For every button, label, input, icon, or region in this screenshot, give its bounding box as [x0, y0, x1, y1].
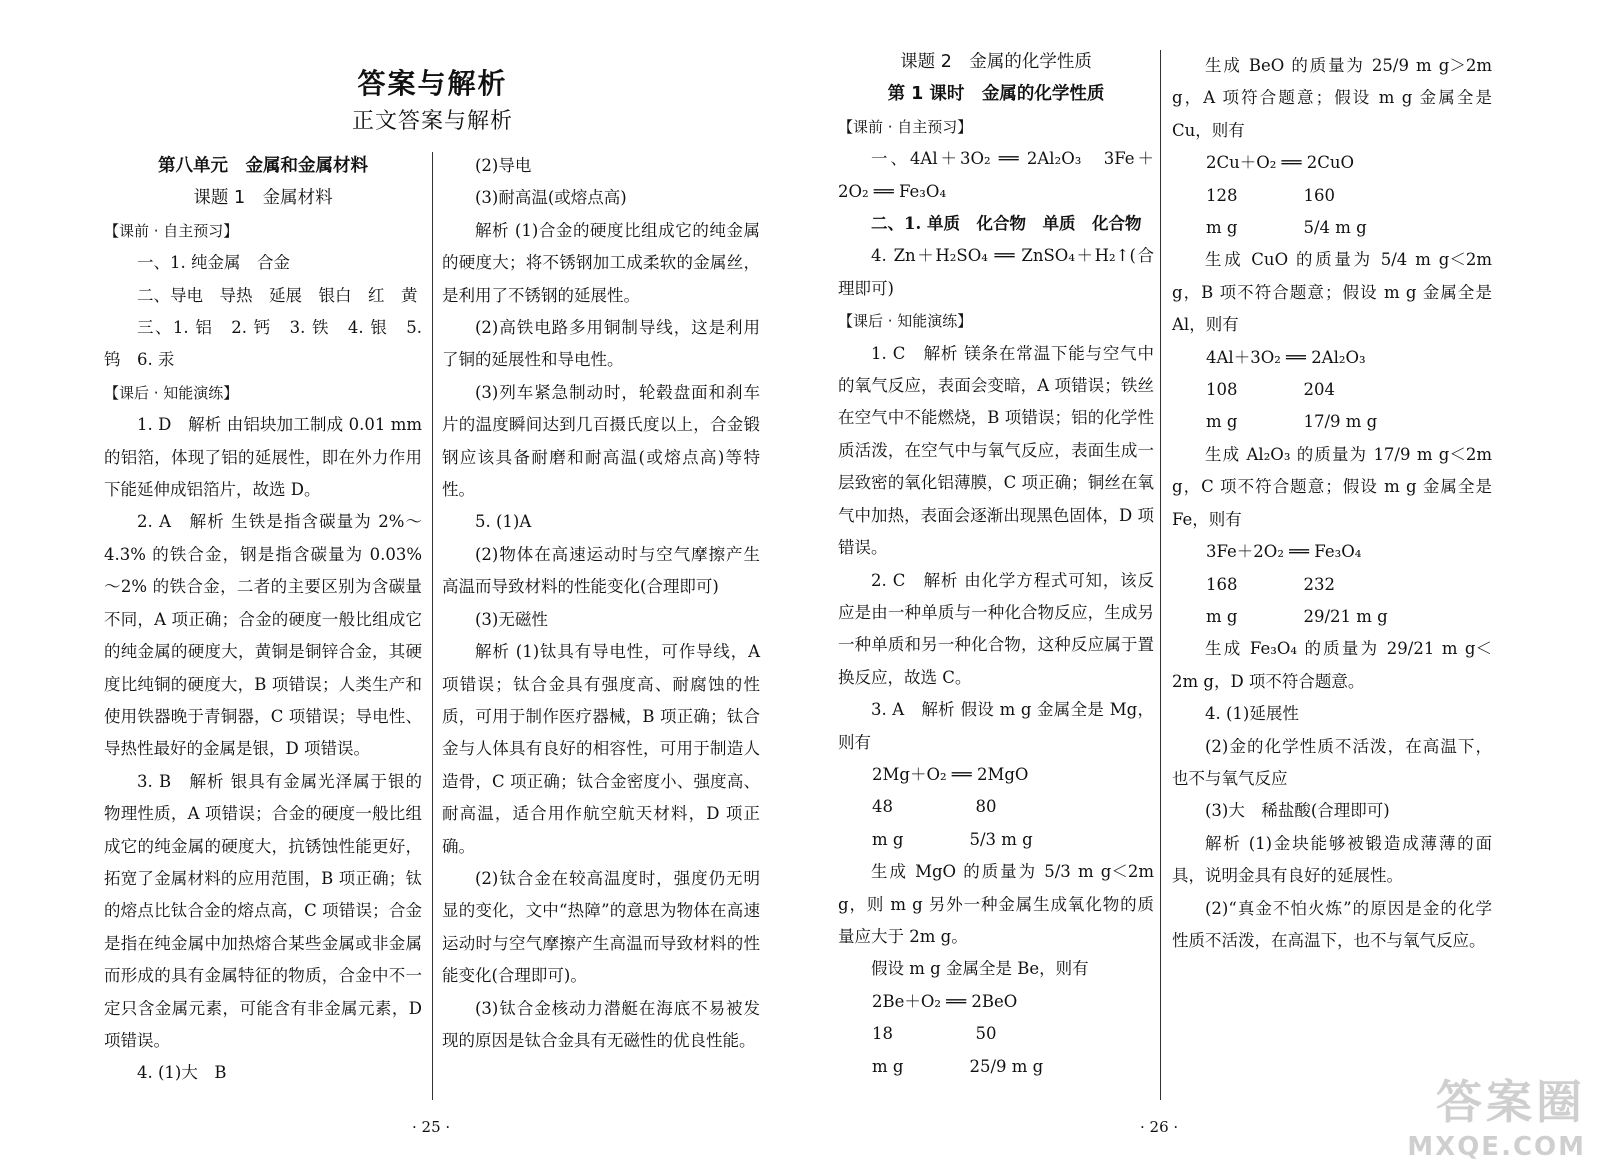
mass-ratio-row: 168 232	[1206, 574, 1335, 594]
mass-ratio-row: m g 5/4 m g	[1206, 218, 1367, 238]
answer-paragraph: (2)钛合金在较高温度时，强度仍无明显的变化，文中“热障”的意思为物体在高速运动时与空气摩擦产生高温而导致材料的性能变化(合理即可)。	[442, 868, 760, 986]
mass-ratio-row: m g 17/9 m g	[1206, 412, 1378, 432]
chemical-equation: 3Fe＋2O₂ ══ Fe₃O₄	[1206, 542, 1362, 562]
section-tag: 【课后 · 知能演练】	[104, 383, 239, 402]
section-tag: 【课前 · 自主预习】	[838, 117, 973, 136]
answer-line: (3)无磁性	[475, 609, 548, 629]
answer-paragraph: 生成 MgO 的质量为 5/3 m g＜2m g，则 m g 另外一种金属生成氧化物的质量应大于 2m g。	[838, 862, 1154, 946]
answer-line: 一、1. 纯金属 合金	[137, 253, 290, 273]
watermark-logo	[1407, 1066, 1586, 1162]
answer-paragraph: (3)钛合金核动力潜艇在海底不易被发现的原因是钛合金具有无磁性的优良性能。	[442, 998, 760, 1050]
answer-paragraph: 生成 BeO 的质量为 25/9 m g＞2m g，A 项符合题意；假设 m g 金属全是 Cu，则有	[1172, 56, 1492, 140]
unit-heading: 第八单元 金属和金属材料	[158, 156, 368, 176]
answer-paragraph: 解析 (1)合金的硬度比组成它的纯金属的硬度大；将不锈钢加工成柔软的金属丝，是利用了不锈钢的延展性。	[442, 220, 760, 305]
answer-paragraph: (2)“真金不怕火炼”的原因是金的化学性质不活泼，在高温下，也不与氧气反应。	[1172, 898, 1492, 950]
period-heading: 第 1 课时 金属的化学性质	[887, 84, 1105, 105]
mass-ratio-row: 128 160	[1206, 185, 1335, 205]
section-tag: 【课后 · 知能演练】	[838, 312, 973, 331]
mass-ratio-row: m g 25/9 m g	[872, 1056, 1044, 1076]
mass-ratio-row: 108 204	[1206, 380, 1335, 400]
answer-line: (2)导电	[475, 156, 532, 175]
answer-paragraph: 1. C 解析 镁条在常温下能与空气中的氧气反应，表面会变暗，A 项错误；铁丝在空气中不能燃烧，B 项错误；铝的化学性质活泼，在空气中与氧气反应，表面生成一层致密的氧化铝薄膜，C 项正确；铜丝在氧气中加热，表面会逐渐出现黑色固体，D 项错误。	[838, 343, 1154, 558]
answer-paragraph: 生成 Fe₃O₄ 的质量为 29/21 m g＜2m g，D 项不符合题意。	[1172, 639, 1492, 691]
answer-line: 二、1. 单质 化合物 单质 化合物	[871, 214, 1142, 234]
page-number-left: · 25 ·	[412, 1118, 451, 1136]
column-1	[104, 150, 422, 1090]
column-divider-left	[432, 152, 433, 1100]
watermark-text: 答案圈	[1436, 1075, 1586, 1129]
mass-ratio-row: m g 29/21 m g	[1206, 606, 1388, 626]
answer-paragraph: (2)金的化学性质不活泼，在高温下，也不与氧气反应	[1172, 736, 1492, 788]
mass-ratio-row: 18 50	[872, 1024, 997, 1044]
answer-paragraph: (3)列车紧急制动时，轮毂盘面和刹车片的温度瞬间达到几百摄氏度以上，合金锻钢应该具备耐磨和耐高温(或熔点高)等特性。	[442, 382, 760, 500]
answer-paragraph: 解析 (1)金块能够被锻造成薄薄的面具，说明金具有良好的延展性。	[1172, 833, 1492, 886]
page-title: 答案与解析	[357, 67, 508, 100]
answer-line: (3)耐高温(或熔点高)	[475, 188, 627, 208]
column-2	[442, 150, 760, 1057]
answer-paragraph: 一、4Al＋3O₂ ══ 2Al₂O₃ 3Fe＋2O₂ ══ Fe₃O₄	[838, 149, 1154, 201]
answer-paragraph: 1. D 解析 由铝块加工制成 0.01 mm 的铝箔，体现了铝的延展性，即在外力作用下能延伸成铝箔片，故选 D。	[104, 415, 422, 500]
answer-paragraph: (2)高铁电路多用铜制导线，这是利用了铜的延展性和导电性。	[442, 318, 760, 370]
answer-paragraph: 生成 CuO 的质量为 5/4 m g＜2m g，B 项不符合题意；假设 m g 金属全是 Al，则有	[1172, 250, 1492, 335]
section-tag: 【课前 · 自主预习】	[104, 221, 239, 240]
column-4	[1172, 50, 1492, 957]
answer-line: 4. (1)大 B	[137, 1063, 227, 1083]
lesson-heading: 课题 1 金属材料	[193, 188, 333, 209]
answer-paragraph: (2)物体在高速运动时与空气摩擦产生高温而导致材料的性能变化(合理即可)	[442, 544, 760, 597]
answer-line: 三、1. 铝 2. 钙 3. 铁 4. 银 5. 钨 6. 汞	[104, 318, 422, 370]
lesson-heading: 课题 2 金属的化学性质	[900, 52, 1092, 72]
answer-paragraph: 4. Zn＋H₂SO₄ ══ ZnSO₄＋H₂↑(合理即可)	[838, 246, 1154, 298]
answer-line: (3)大 稀盐酸(合理即可)	[1205, 801, 1390, 821]
answer-line: 二、导电 导热 延展 银白 红 黄	[137, 285, 418, 305]
page-subtitle: 正文答案与解析	[351, 109, 513, 134]
answer-paragraph: 3. B 解析 银具有金属光泽属于银的物理性质，A 项错误；合金的硬度一般比组成它的纯金属的硬度大，抗锈蚀性能更好，拓宽了金属材料的应用范围，B 项正确；钛的熔点比钛合金的熔点高，C 项错误；合金是指在纯金属中加热熔合某些金属或非金属而形成的具有金属特征的物质，合金中不一定只含金属元素，可能含有非金属元素，D 项错误。	[104, 771, 422, 1050]
answer-paragraph: 2. C 解析 由化学方程式可知，该反应是由一种单质与一种化合物反应，生成另一种单质和另一种化合物，这种反应属于置换反应，故选 C。	[838, 570, 1154, 687]
answer-line: 假设 m g 金属全是 Be，则有	[871, 959, 1089, 979]
answer-paragraph: 2. A 解析 生铁是指含碳量为 2%～4.3% 的铁合金，钢是指含碳量为 0.03%～2% 的铁合金，二者的主要区别为含碳量不同，A 项正确；合金的硬度一般比组成它的纯金属的硬度大，黄铜是铜锌合金，其硬度比纯铜的硬度大，B 项错误；人类生产和使用铁器晚于青铜器，C 项错误；导电性、导热性最好的金属是银，D 项错误。	[104, 512, 422, 759]
page-number-right: · 26 ·	[1140, 1118, 1179, 1136]
chemical-equation: 2Be＋O₂ ══ 2BeO	[872, 991, 1018, 1011]
answer-line: 4. (1)延展性	[1205, 704, 1299, 724]
chemical-equation: 2Cu＋O₂ ══ 2CuO	[1206, 153, 1355, 173]
chemical-equation: 4Al＋3O₂ ══ 2Al₂O₃	[1206, 347, 1366, 367]
answer-paragraph: 解析 (1)钛具有导电性，可作导线，A 项错误；钛合金具有强度高、耐腐蚀的性质，可用于制作医疗器械，B 项正确；钛合金与人体具有良好的相容性，可用于制造人造骨，C 项正确；钛合金密度小、强度高、耐高温，适合用作航空航天材料，D 项正确。	[442, 642, 760, 856]
answer-paragraph: 3. A 解析 假设 m g 金属全是 Mg，则有	[838, 700, 1154, 752]
column-divider-right	[1160, 50, 1161, 1100]
chemical-equation: 2Mg＋O₂ ══ 2MgO	[872, 764, 1029, 784]
answer-paragraph: 生成 Al₂O₃ 的质量为 17/9 m g＜2m g，C 项不符合题意；假设 m g 金属全是 Fe，则有	[1172, 444, 1492, 529]
mass-ratio-row: m g 5/3 m g	[872, 829, 1033, 849]
answer-line: 5. (1)A	[475, 512, 532, 532]
column-3	[838, 46, 1154, 1083]
mass-ratio-row: 48 80	[872, 797, 997, 817]
watermark-url: MXQE.COM	[1407, 1132, 1586, 1162]
